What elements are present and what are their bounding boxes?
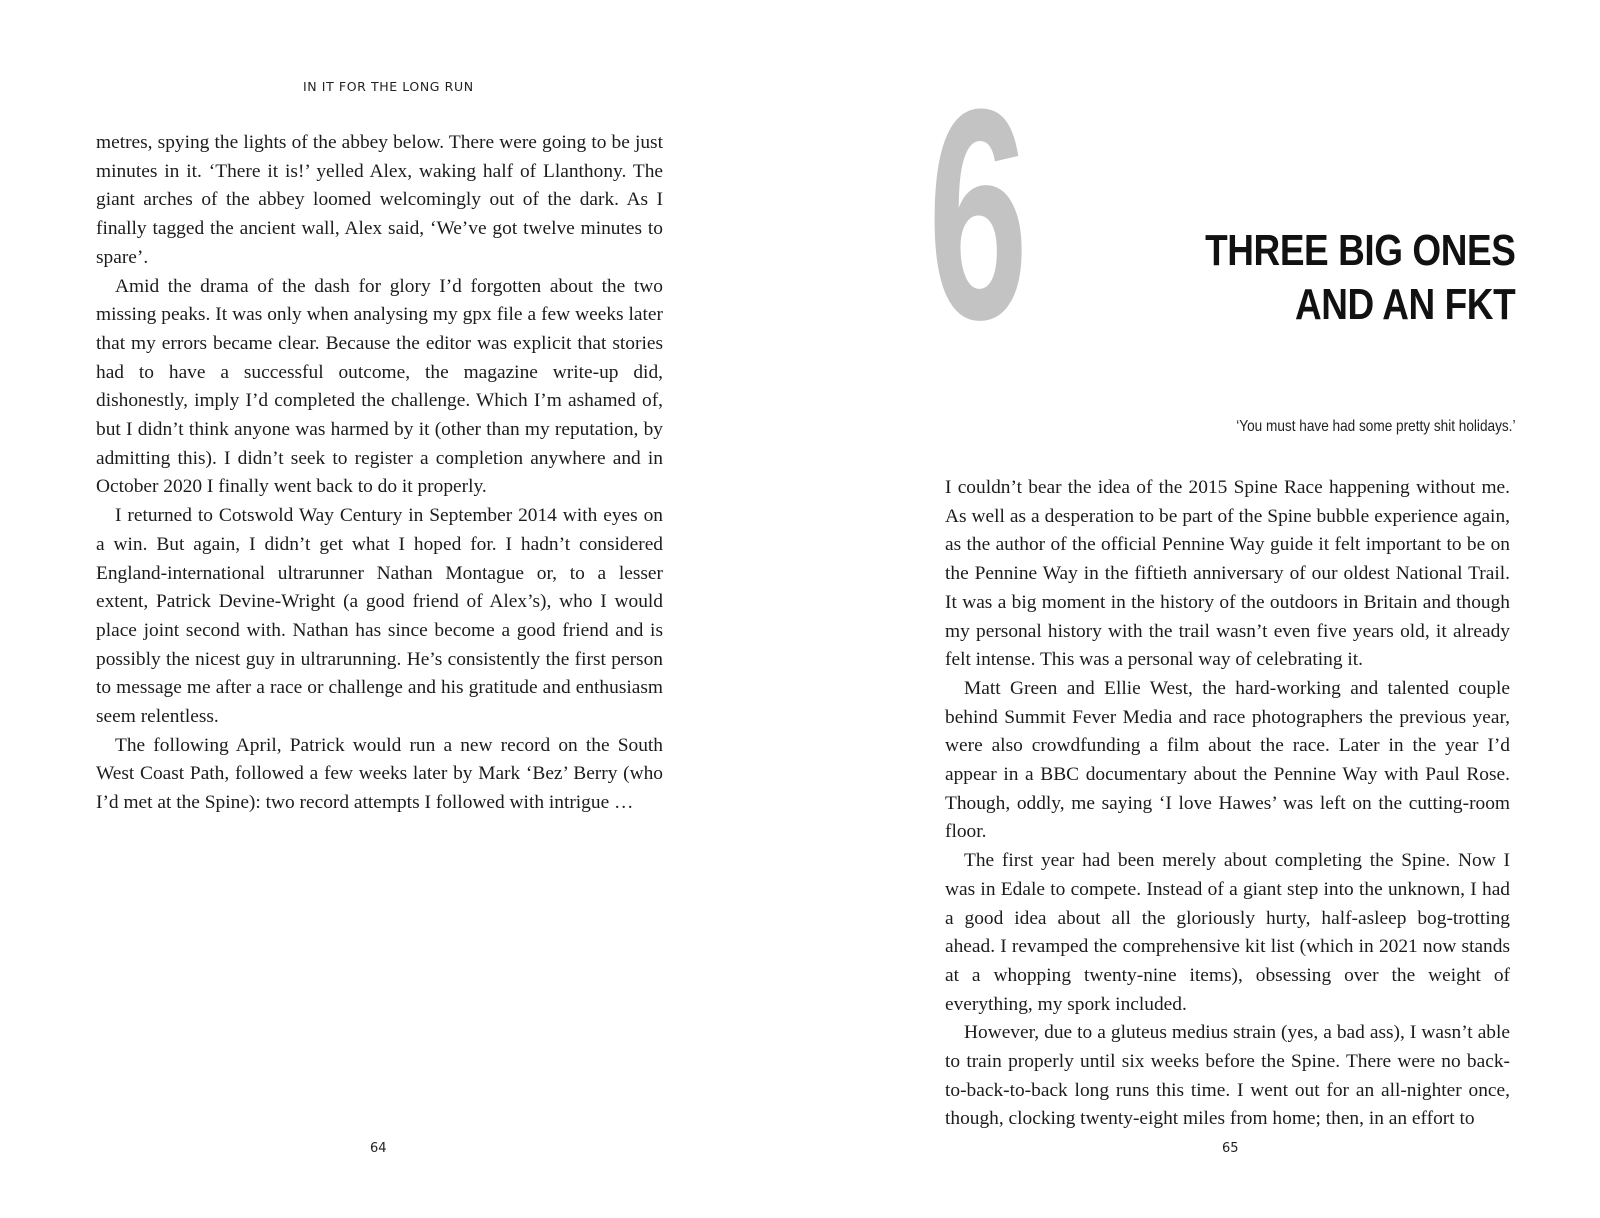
paragraph: The following April, Patrick would run a new record on the South West Coast Path, followed a few weeks later by Mark ‘Bez’ Berry (who I’d met at the Spine): two record attempts I followed with intrigue …: [96, 734, 663, 814]
paragraph: The first year had been merely about completing the Spine. Now I was in Edale to compete. Instead of a giant step into the unknown, I had a good idea about all the gloriously hurty, half-asleep bog-trotting ahead. I revamped the comprehensive kit list (which in 2021 now stands at a whopping twenty-nine items), obsessing over the weight of everything, my spork included.: [945, 850, 1510, 1015]
paragraph: However, due to a gluteus medius strain (yes, a bad ass), I wasn’t able to train properly until six weeks before the Spine. There were no back-to-back-to-back long runs this time. I went out for an all-nighter once, though, clocking twenty-eight miles from home; then, in an effort to: [945, 1022, 1510, 1130]
chapter-title-line: AND AN FKT: [1294, 280, 1515, 329]
paragraph: Matt Green and Ellie West, the hard-working and talented couple behind Summit Fever Media and race photographers the previous year, were also crowdfunding a film about the race. Later in the year I’d appear in a BBC documentary about the Pennine Way with Paul Rose. Though, oddly, me saying ‘I love Hawes’ was left on the cutting-room floor.: [945, 677, 1510, 843]
page-number-right: 65: [1222, 1141, 1239, 1156]
chapter-title: [1146, 224, 1516, 332]
left-page: [0, 0, 780, 1218]
running-head: IN IT FOR THE LONG RUN: [303, 79, 474, 94]
paragraph: metres, spying the lights of the abbey below. There were going to be just minutes in it. ‘There it is!’ yelled Alex, waking half of Llanthony. The giant arches of the abbey loomed welcomingly out of the dark. As I finally tagged the ancient wall, Alex said, ‘We’ve got twelve minutes to spare’.: [96, 132, 663, 268]
paragraph: I returned to Cotswold Way Century in September 2014 with eyes on a win. But again, I didn’t get what I hoped for. I hadn’t considered England-international ultrarunner Nathan Montague or, to a lesser extent, Patrick Devine-Wright (a good friend of Alex’s), who I would place joint second with. Nathan has since become a good friend and is possibly the nicest guy in ultrarunning. He’s consistently the first person to message me after a race or challenge and his gratitude and enthusiasm seem relentless.: [96, 505, 663, 728]
paragraph: Amid the drama of the dash for glory I’d forgotten about the two missing peaks. It was only when analysing my gpx file a few weeks later that my errors became clear. Because the editor was explicit that stories had to have a successful outcome, the magazine write-up did, dishonestly, imply I’d completed the challenge. Which I’m ashamed of, but I didn’t think anyone was harmed by it (other than my reputation, by admitting this). I didn’t seek to register a completion anywhere and in October 2020 I finally went back to do it properly.: [96, 275, 663, 498]
chapter-number: 6: [928, 46, 1026, 382]
chapter-title-line: THREE BIG ONES: [1204, 226, 1515, 275]
paragraph: I couldn’t bear the idea of the 2015 Spine Race happening without me. As well as a desperation to be part of the Spine bubble experience again, as the author of the official Pennine Way guide it felt important to be on the Pennine Way in the fiftieth anniversary of our oldest National Trail. It was a big moment in the history of the outdoors in Britain and though my personal history with the trail wasn’t even five years old, it already felt intense. This was a personal way of celebrating it.: [945, 477, 1510, 671]
epigraph: ‘You must have had some pretty shit holidays.’: [1235, 418, 1515, 435]
page-number-left: 64: [370, 1141, 387, 1156]
right-body-text: [945, 474, 1510, 1134]
left-body-text: [96, 129, 663, 818]
right-page: [780, 0, 1600, 1218]
